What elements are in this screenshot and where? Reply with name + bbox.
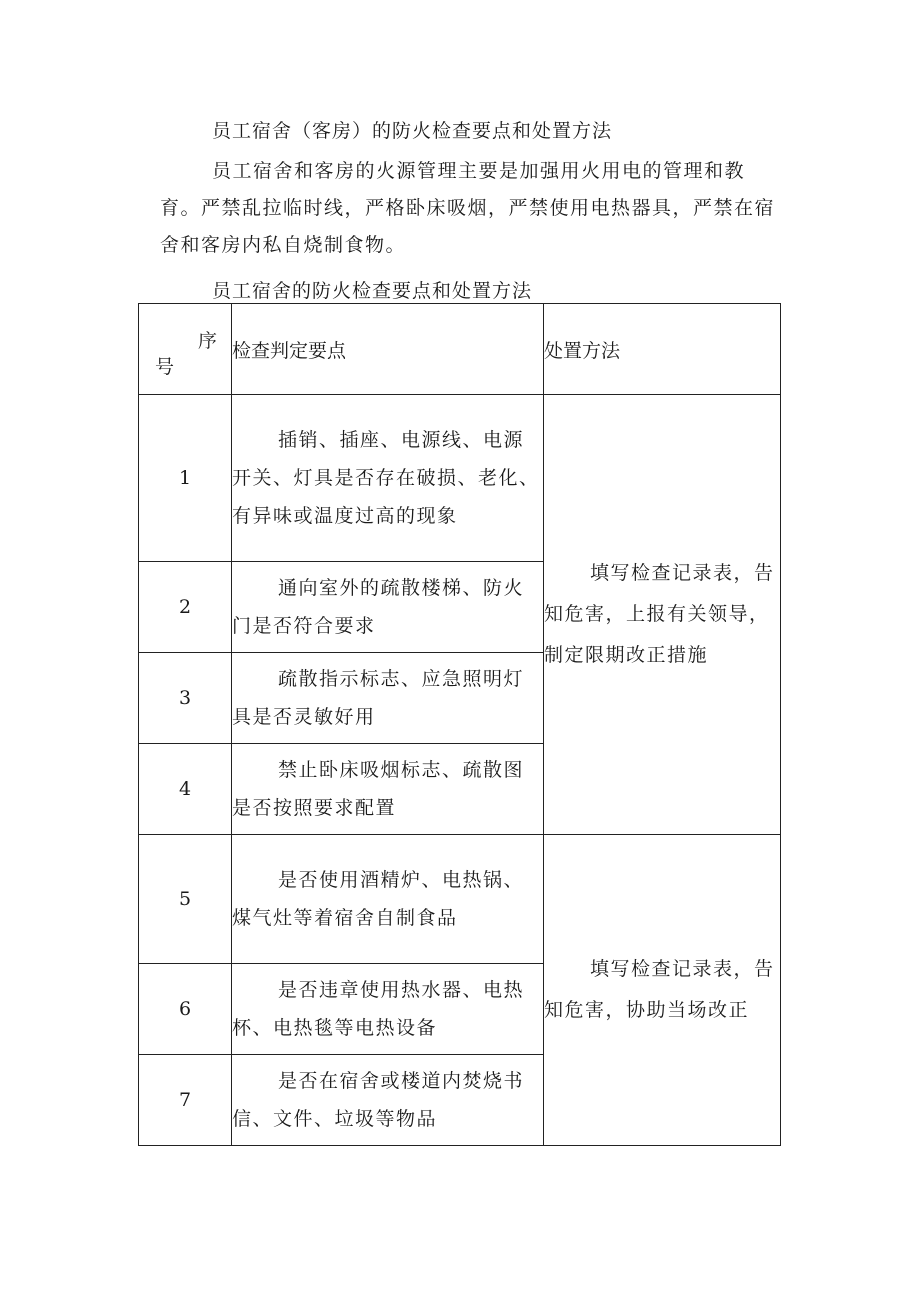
check-point: 疏散指示标志、应急照明灯具是否灵敏好用: [232, 653, 544, 744]
method-header: 处置方法: [544, 304, 781, 395]
check-point: 是否违章使用热水器、电热杯、电热毯等电热设备: [232, 964, 544, 1055]
row-number: 6: [139, 964, 232, 1055]
seq-header: [139, 304, 232, 395]
row-number: 4: [139, 744, 232, 835]
check-point: 是否使用酒精炉、电热锅、煤气灶等着宿舍自制食品: [232, 835, 544, 964]
check-point: 通向室外的疏散楼梯、防火门是否符合要求: [232, 562, 544, 653]
row-number: 1: [139, 395, 232, 562]
disposal-method: 填写检查记录表，告知危害，协助当场改正: [544, 835, 781, 1146]
seq-header-part2: 号: [155, 356, 175, 378]
section-heading: 员工宿舍（客房）的防火检查要点和处置方法: [212, 120, 613, 142]
check-point: 插销、插座、电源线、电源开关、灯具是否存在破损、老化、有异味或温度过高的现象: [232, 395, 544, 562]
table-caption: 员工宿舍的防火检查要点和处置方法: [212, 280, 533, 302]
table-row: [139, 395, 781, 562]
row-number: 3: [139, 653, 232, 744]
intro-paragraph: 员工宿舍和客房的火源管理主要是加强用火用电的管理和教育。严禁乱拉临时线，严格卧床吸烟，严禁使用电热器具，严禁在宿舍和客房内私自烧制食物。: [160, 160, 776, 256]
check-point: 禁止卧床吸烟标志、疏散图是否按照要求配置: [232, 744, 544, 835]
row-number: 2: [139, 562, 232, 653]
points-header: 检查判定要点: [232, 304, 544, 395]
inspection-table: [138, 303, 781, 1146]
check-point: 是否在宿舍或楼道内焚烧书信、文件、垃圾等物品: [232, 1055, 544, 1146]
row-number: 5: [139, 835, 232, 964]
disposal-method: 填写检查记录表，告知危害，上报有关领导，制定限期改正措施: [544, 395, 781, 835]
table-header-row: [139, 304, 781, 395]
seq-header-part1: 序: [197, 330, 217, 352]
row-number: 7: [139, 1055, 232, 1146]
table-row: [139, 835, 781, 964]
